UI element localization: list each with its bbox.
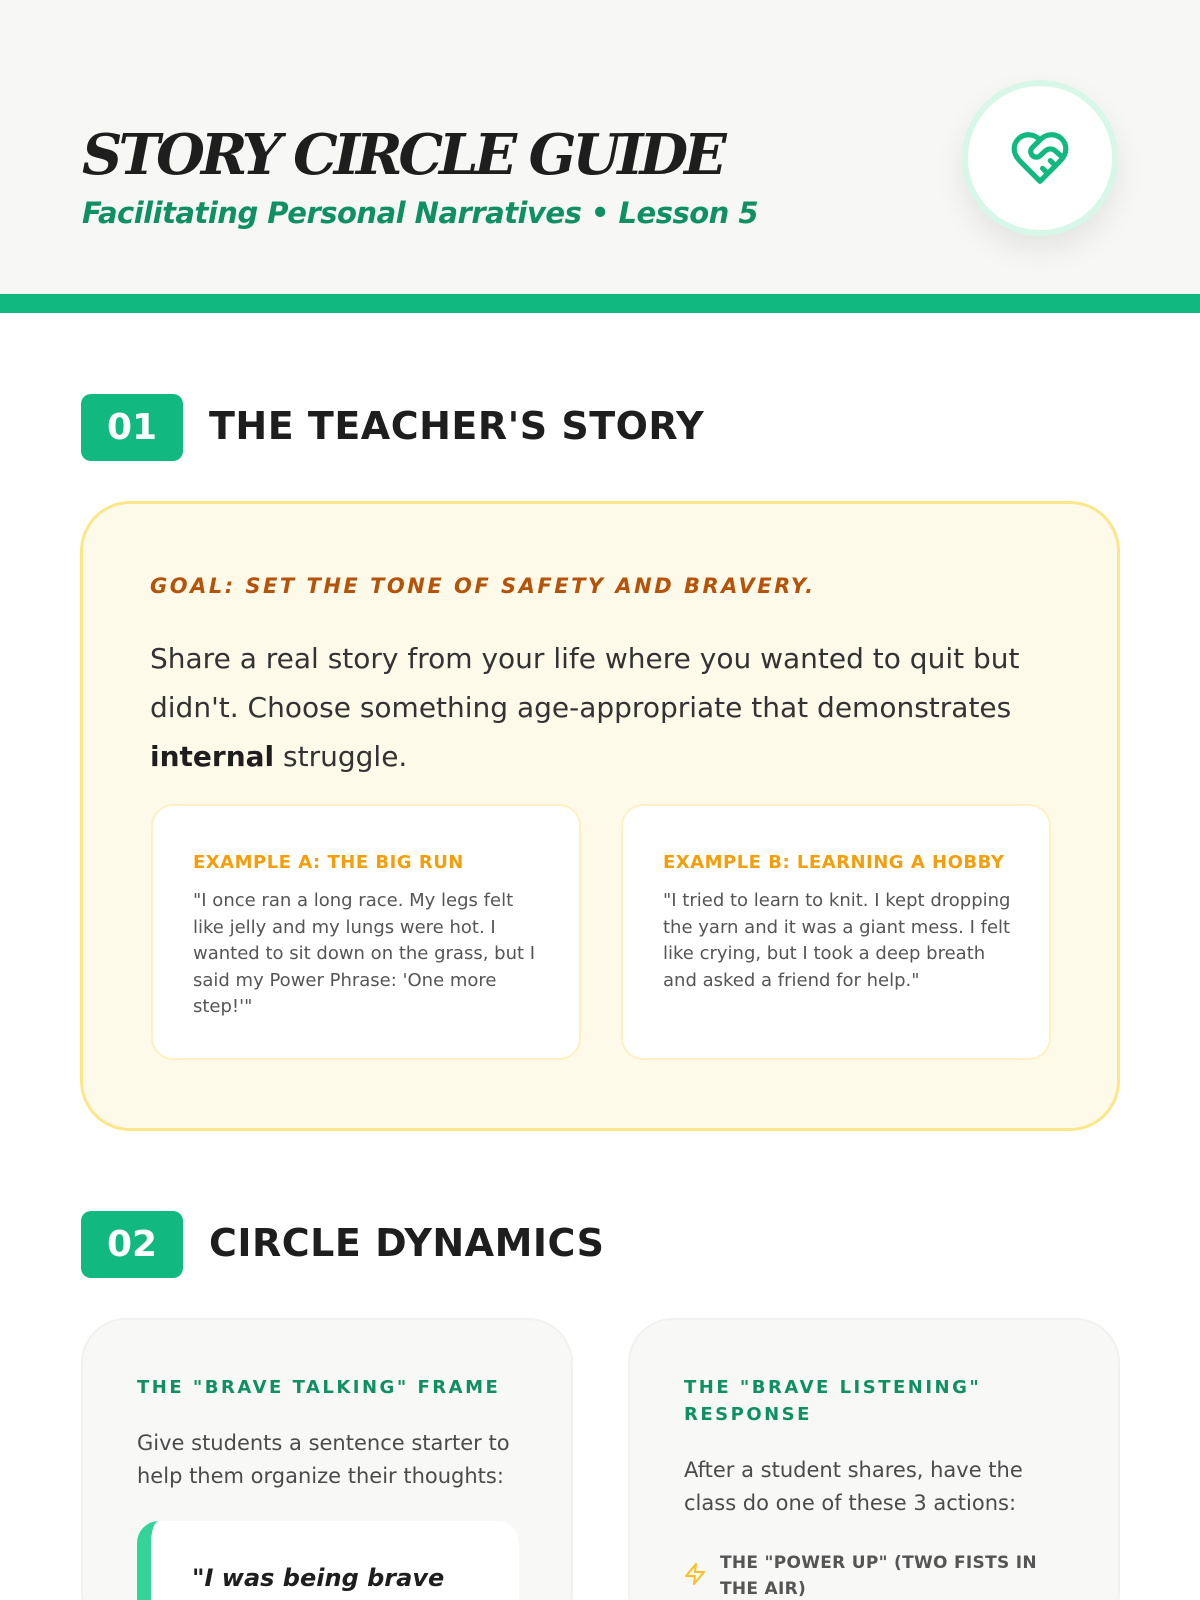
brave-talking-text: Give students a sentence starter to help them organize their thoughts: bbox=[137, 1431, 510, 1488]
brave-listening-text: After a student shares, have the class do one of these 3 actions: bbox=[684, 1458, 1023, 1515]
brave-listening-title: THE "BRAVE LISTENING" RESPONSE bbox=[684, 1377, 982, 1425]
example-card-a bbox=[151, 804, 581, 1060]
lightning-icon bbox=[683, 1562, 707, 1586]
story-description-end: struggle. bbox=[274, 740, 408, 773]
header-accent-bar bbox=[0, 294, 1200, 313]
goal-text: GOAL: SET THE TONE OF SAFETY AND BRAVERY. bbox=[150, 574, 816, 598]
heart-handshake-icon bbox=[1009, 127, 1071, 189]
example-a-title: EXAMPLE A: THE BIG RUN bbox=[193, 852, 464, 873]
example-card-b bbox=[621, 804, 1051, 1060]
example-b-title: EXAMPLE B: LEARNING A HOBBY bbox=[663, 852, 1005, 873]
page-subtitle: Facilitating Personal Narratives • Lesson 5 bbox=[82, 196, 759, 230]
logo-badge bbox=[962, 80, 1118, 236]
section-title-teachers-story: THE TEACHER'S STORY bbox=[209, 404, 705, 448]
brave-talking-title: THE "BRAVE TALKING" FRAME bbox=[137, 1377, 501, 1398]
example-a-text: "I once ran a long race. My legs felt like jelly and my lungs were hot. I wanted to sit down on the grass, but I said my Power Phrase: 'One more step!'" bbox=[193, 890, 536, 1017]
page-title: STORY CIRCLE GUIDE bbox=[82, 122, 723, 188]
sentence-starter-quote: "I was being brave bbox=[192, 1564, 445, 1592]
example-b-text: "I tried to learn to knit. I kept dropping the yarn and it was a giant mess. I felt like crying, but I took a deep breath and asked a friend for help." bbox=[663, 890, 1011, 991]
section-number-01: 01 bbox=[81, 394, 183, 461]
section-number-02: 02 bbox=[81, 1211, 183, 1278]
power-up-action: THE "POWER UP" (TWO FISTS IN THE AIR) bbox=[720, 1553, 1037, 1599]
section-title-circle-dynamics: CIRCLE DYNAMICS bbox=[209, 1221, 605, 1265]
story-description-start: Share a real story from your life where you wanted to quit but didn't. Choose something age-appropriate that demonstrates bbox=[150, 642, 1020, 724]
story-description bbox=[150, 634, 1020, 781]
story-description-emphasis: internal bbox=[150, 740, 275, 773]
